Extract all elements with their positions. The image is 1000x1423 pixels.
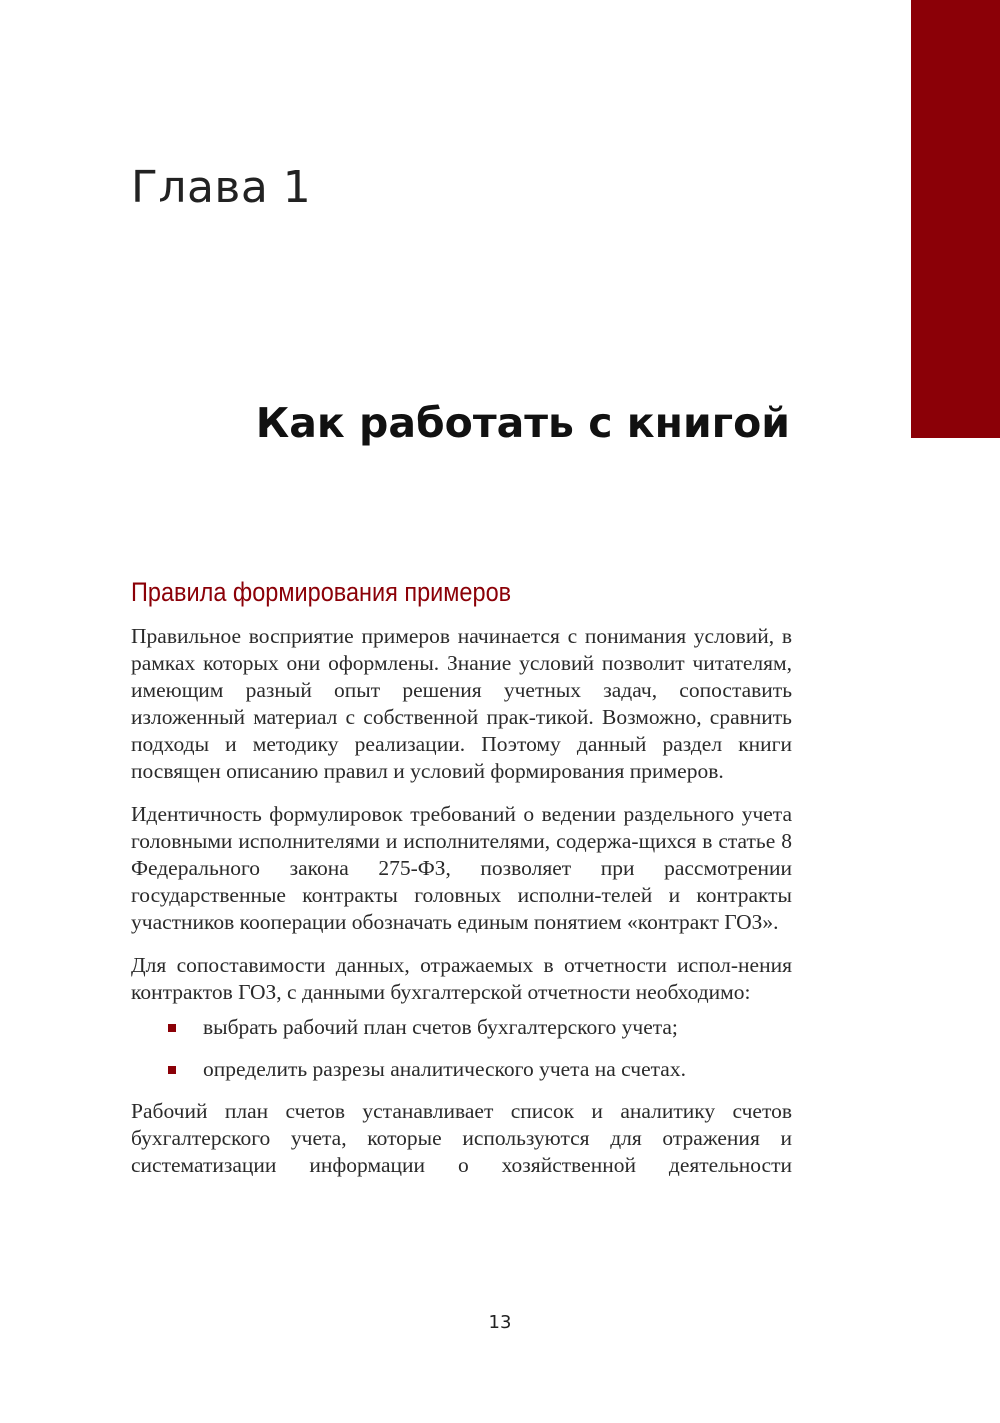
section-title: Правила формирования примеров bbox=[131, 577, 512, 607]
chapter-title: Как работать с книгой bbox=[255, 399, 790, 447]
list-item-text: определить разрезы аналитического учета на счетах. bbox=[203, 1057, 686, 1081]
paragraph: Рабочий план счетов устанавливает список и аналитику счетов бухгалтерского учета, которые используются для отражения и систематизации информации о хозяйственной деятельности bbox=[131, 1099, 792, 1177]
chapter-label: Глава 1 bbox=[131, 162, 312, 213]
body-text bbox=[131, 623, 792, 1179]
paragraph: Правильное восприятие примеров начинается с понимания условий, в рамках которых они оформлены. Знание условий позволит читателям, имеющим разный опыт решения учетных задач, сопоставить изложенный материал с собственной прак-тикой. Возможно, сравнить подходы и методику реализации. Поэтому данный раздел книги посвящен описанию правил и условий формирования примеров. bbox=[131, 624, 792, 783]
list-item bbox=[131, 1014, 792, 1041]
paragraph: Идентичность формулировок требований о ведении раздельного учета головными исполнителями и исполнителями, содержа-щихся в статье 8 Федерального закона 275-ФЗ, позволяет при рассмотрении государственные контракты головных исполни-телей и контракты участников кооперации обозначать единым понятием «контракт ГОЗ». bbox=[131, 802, 792, 934]
paragraph: Для сопоставимости данных, отражаемых в отчетности испол-нения контрактов ГОЗ, с данными бухгалтерской отчетности необходимо: bbox=[131, 953, 792, 1004]
bullet-list bbox=[131, 1014, 792, 1083]
square-bullet-icon bbox=[168, 1024, 176, 1032]
list-item bbox=[131, 1056, 792, 1083]
page-number: 13 bbox=[488, 1312, 512, 1333]
square-bullet-icon bbox=[168, 1066, 176, 1074]
list-item-text: выбрать рабочий план счетов бухгалтерского учета; bbox=[203, 1015, 678, 1039]
chapter-side-tab bbox=[911, 0, 1000, 438]
